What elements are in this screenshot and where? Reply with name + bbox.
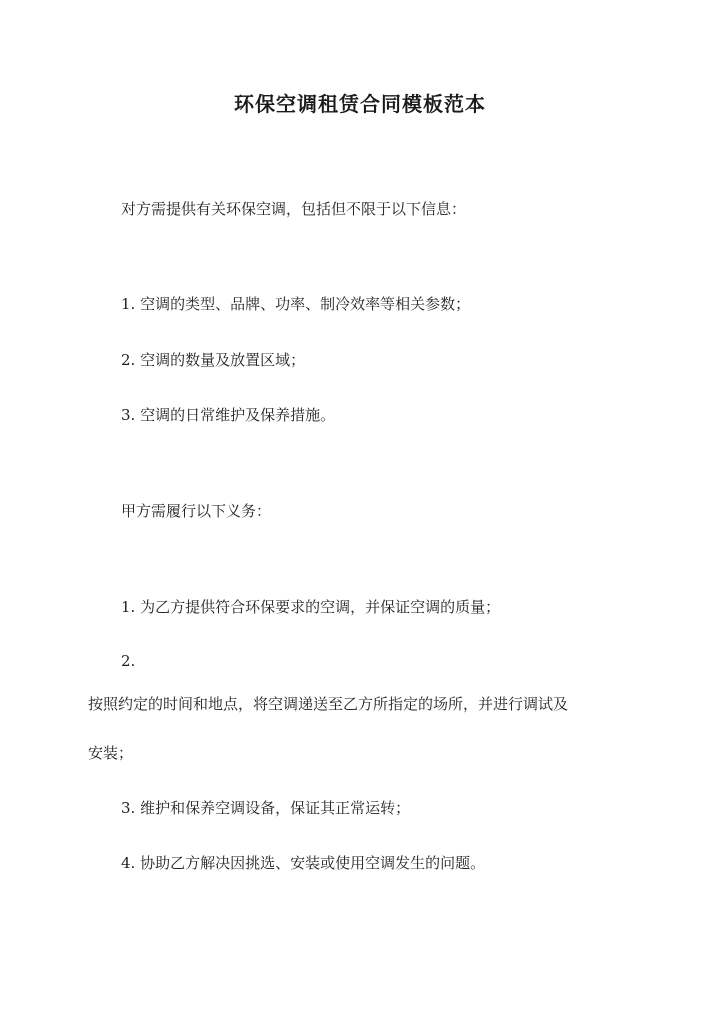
section1-item-1: 1. 空调的类型、品牌、功率、制冷效率等相关参数； (121, 295, 471, 313)
section1-intro: 对方需提供有关环保空调，包括但不限于以下信息： (121, 200, 467, 218)
section2-item-4: 4. 协助乙方解决因挑选、安装或使用空调发生的问题。 (121, 854, 486, 872)
section2-intro: 甲方需履行以下义务： (121, 502, 272, 520)
section2-item-2-text-line1: 按照约定的时间和地点，将空调递送至乙方所指定的场所，并进行调试及 (88, 695, 569, 713)
section1-item-2: 2. 空调的数量及放置区域； (121, 351, 306, 369)
section2-item-2-text-line2: 安装； (88, 744, 134, 762)
section2-item-1: 1. 为乙方提供符合环保要求的空调，并保证空调的质量； (121, 598, 501, 616)
section1-item-3: 3. 空调的日常维护及保养措施。 (121, 406, 336, 424)
document-title: 环保空调租赁合同模板范本 (234, 92, 486, 116)
section2-item-3: 3. 维护和保养空调设备，保证其正常运转； (121, 799, 411, 817)
section2-item-2-number: 2. (121, 652, 136, 670)
